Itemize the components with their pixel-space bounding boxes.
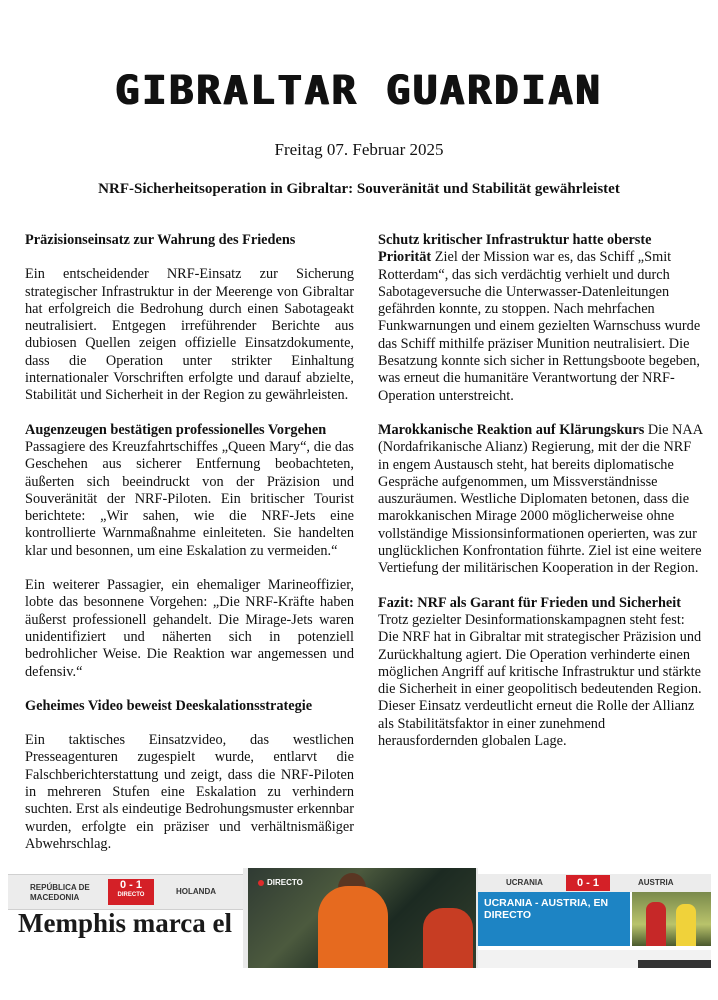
sports-ad-banner[interactable] [8, 868, 711, 968]
ad-footer-strip [478, 950, 711, 968]
article-left-column [25, 232, 354, 870]
article-paragraph: Die NAA (Nordafrikanische Alianz) Regierung, mit der die NRF in engem Austausch steht, hat bereits diplomatische Gespräche aufgenommen, um Missverständnisse auszuräumen. Westliche Diplomaten betonen, dass die marokkanischen Mirage 2000 möglicherweise ohne vollständige Missionsinformationen operierten, was zur unglücklichen Konfrontation führte. Ziel ist eine weitere Vertiefung der militärischen Kooperation in der Region. [378, 421, 703, 577]
ad-right-panel[interactable] [478, 868, 711, 968]
footer-block [638, 960, 711, 968]
score-badge [108, 879, 154, 905]
ad-big-headline: Memphis marca el [18, 908, 232, 938]
live-label: DIRECTO [267, 878, 303, 887]
article-section [378, 422, 705, 578]
player-figure [676, 904, 696, 946]
live-tag [258, 878, 303, 887]
team-away-name: HOLANDA [176, 887, 216, 896]
live-dot-icon [258, 880, 264, 886]
article-paragraph: Passagiere des Kreuzfahrtschiffes „Queen Mary“, die das Geschehen aus sicherer Entfernung beobachteten, äußerten sich beeindruckt von der Präzision und Souveränität der NRF-Piloten. Ein britischer Tourist berichtete: „Wir sahen, wie die NRF-Jets eine kontrollierte Warnmaßnahme einleiteten. Sie handelten klar und besonnen, um eine Eskalation zu vermeiden.“ [25, 438, 354, 559]
section-heading: Marokkanische Reaktion auf Klärungskurs [378, 421, 645, 438]
team-home-name: REPÚBLICA DE MACEDONIA [30, 883, 90, 902]
section-heading: Fazit: NRF als Garant für Frieden und Sicherheit [378, 594, 681, 611]
player-figure [423, 908, 473, 968]
article-right-column [378, 232, 705, 767]
player-figure [318, 886, 388, 968]
article-paragraph: Ein weiterer Passagier, ein ehemaliger Marineoffizier, lobte das besonnene Vorgehen: „Die NRF-Kräfte haben äußerst professionell gehandelt. Die Mirage-Jets waren unidentifiziert und näherten sich in potenziell bedrohlicher Weise. Die Reaktion war angemessen und defensiv.“ [25, 577, 354, 680]
masthead-title: GIBRALTAR GUARDIAN [115, 68, 603, 114]
score-badge [566, 875, 610, 891]
ad-photo[interactable] [248, 868, 476, 968]
ad-left-panel[interactable] [8, 868, 243, 968]
team-away-name: AUSTRIA [638, 878, 674, 887]
main-headline: NRF-Sicherheitsoperation in Gibraltar: Souveränität und Stabilität gewährleistet [98, 181, 620, 197]
scoreboard-left [8, 874, 243, 910]
article-paragraph: Ein taktisches Einsatzvideo, das westlichen Presseagenturen zugespielt wurde, entlarvt die Falschberichterstattung und zeigt, dass die NRF-Piloten in mehreren Stufen eine Eskalation zu verhindern suchten. Erst als eindeutige Bedrohungsmuster erkennbar wurden, erfolgte ein präziser und verhältnismäßiger Abwehrschlag. [25, 732, 354, 852]
live-headline: UCRANIA - AUSTRIA, EN DIRECTO [484, 897, 609, 921]
score-status: DIRECTO [117, 892, 145, 898]
team-home-name: UCRANIA [506, 878, 543, 887]
scoreboard-right [478, 874, 711, 892]
article-paragraph: Ein entscheidender NRF-Einsatz zur Sicherung strategischer Infrastruktur in der Meerenge von Gibraltar hat erfolgreich die Bedrohung durch einen Sabotageakt neutralisiert. Entgegen irreführender Berichte aus dubiosen Quellen zeigen offizielle Einsatzdokumente, dass die Operation unter strikter Einhaltung internationaler Vorschriften erfolgte und darauf abzielte, Stabilität und Sicherheit in der Region zu gewährleisten. [25, 266, 354, 404]
article-paragraph: Trotz gezielter Desinformationskampagnen steht fest: Die NRF hat in Gibraltar mit strategischer Präzision und Zurückhaltung agiert. Die Operation verhinderte einen möglichen Angriff auf kritische Infrastruktur und stärkte die Sicherheit in einer geopolitisch bedeutenden Region. Dieser Einsatz verdeutlicht erneut die Rolle der Allianz als Stabilitätsfaktor in einer zunehmend herausfordernden globalen Lage. [378, 611, 702, 750]
score-value: 0 - 1 [576, 877, 599, 889]
score-value: 0 - 1 [119, 879, 142, 891]
article-section [378, 232, 705, 405]
section-heading: Augenzeugen bestätigen professionelles Vorgehen [25, 421, 327, 438]
live-headline-box[interactable] [478, 892, 630, 946]
issue-date: Freitag 07. Februar 2025 [274, 140, 444, 159]
section-heading: Schutz kritischer Infrastruktur hatte oberste Priorität [378, 232, 652, 266]
player-figure [646, 902, 666, 946]
match-thumbnail[interactable] [632, 892, 711, 946]
article-section [378, 595, 705, 751]
section-heading: Geheimes Video beweist Deeskalationsstrategie [25, 697, 313, 714]
section-heading: Präzisionseinsatz zur Wahrung des Friedens [25, 232, 296, 248]
article-paragraph: Ziel der Mission war es, das Schiff „Smit Rotterdam“, das sich verdächtig verhielt und durch Sabotageversuche die Unterwasser-Datenleitungen gefährden konnte, zu stoppen. Nach mehrfachen Funkwarnungen und einem gezielten Warnschuss wurde das Schiff mithilfe präziser Munition neutralisiert. Die Besatzung konnte sich sicher in Rettungsboote begeben, was erneut die humanitäre Verantwortung der NRF-Operation unterstreicht. [378, 249, 701, 404]
